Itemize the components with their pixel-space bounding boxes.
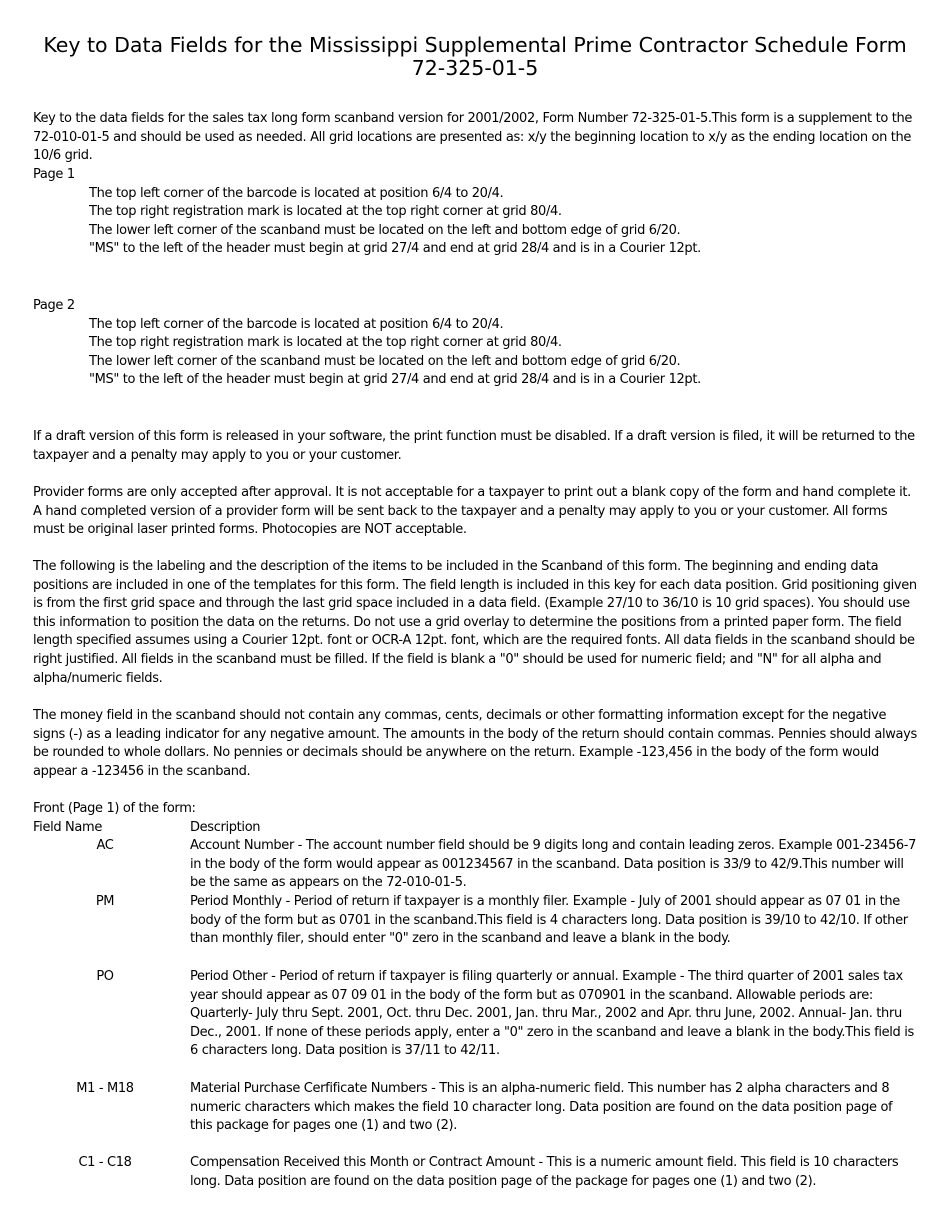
field-description: Period Other - Period of return if taxpayer is filing quarterly or annual. Example - The third quarter of 2001 sales tax year should appear as 07 09 01 in the body of the form but as 070901 in the scanband. Allowable periods are: Quarterly- July thru Sept. 2001, Oct. thru Dec. 2001, Jan. thru Mar., 2002 and Apr. thru June, 2002. Annual- Jan. thru Dec., 2001. If none of these periods apply, enter a "0" zero in the scanband and leave a blank in the body.This field is 6 characters long. Data position is 37/11 to 42/11. bbox=[190, 969, 914, 1059]
field-code: AC bbox=[96, 838, 114, 853]
page1-label: Page 1 bbox=[33, 167, 75, 182]
page1-line: The top right registration mark is located at the top right corner at grid 80/4. bbox=[89, 204, 562, 220]
page2-line: The top left corner of the barcode is located at position 6/4 to 20/4. bbox=[89, 316, 504, 332]
field-code: PO bbox=[96, 969, 114, 984]
field-code: PM bbox=[95, 894, 115, 909]
page2-line: The top right registration mark is located at the top right corner at grid 80/4. bbox=[89, 335, 562, 351]
field-description: Compensation Received this Month or Contract Amount - This is a numeric amount field. This field is 10 characters long. Data position are found on the data position page of the package for pages one (1) and two (2). bbox=[190, 1155, 899, 1189]
field-description: Material Purchase Cerfificate Numbers - This is an alpha-numeric field. This number has 2 alpha characters and 8 numeric characters which makes the field 10 character long. Data position are found on the data position page of this package for pages one (1) and two (2). bbox=[190, 1081, 893, 1134]
page2-line: The lower left corner of the scanband must be located on the left and bottom edge of grid 6/20. bbox=[89, 353, 681, 369]
page1-line: The lower left corner of the scanband must be located on the left and bottom edge of grid 6/20. bbox=[89, 222, 681, 238]
page1-line: "MS" to the left of the header must begin at grid 27/4 and end at grid 28/4 and is in a Courier 12pt. bbox=[89, 241, 701, 257]
table-header bbox=[33, 819, 917, 838]
field-code: M1 - M18 bbox=[76, 1081, 134, 1096]
draft-paragraph: If a draft version of this form is released in your software, the print function must be disabled. If a draft version is filed, it will be returned to the taxpayer and a penalty may apply to you or your customer. bbox=[33, 429, 915, 463]
money-paragraph: The money field in the scanband should not contain any commas, cents, decimals or other formatting information except for the negative signs (-) as a leading indicator for any negative amount. The amounts in the body of the return should contain commas. Pennies should always be rounded to whole dollars. No pennies or decimals should be anywhere on the return. Example -123,456 in the body of the form would appear a -123456 in the scanband. bbox=[33, 708, 917, 779]
provider-paragraph: Provider forms are only accepted after approval. It is not acceptable for a taxpayer to print out a blank copy of the form and hand complete it. A hand completed version of a provider form will be sent back to the taxpayer and a penalty may apply to you or your customer. All forms must be original laser printed forms. Photocopies are NOT acceptable. bbox=[33, 485, 911, 538]
field-code: C1 - C18 bbox=[78, 1155, 132, 1170]
page-title: Key to Data Fields for the Mississippi Supplemental Prime Contractor Schedule Form 72-325-01-5 bbox=[43, 33, 907, 80]
page2-section bbox=[33, 297, 917, 390]
header-description: Description bbox=[190, 820, 261, 835]
page2-line: "MS" to the left of the header must begin at grid 27/4 and end at grid 28/4 and is in a Courier 12pt. bbox=[89, 372, 701, 388]
page1-line: The top left corner of the barcode is located at position 6/4 to 20/4. bbox=[89, 185, 504, 201]
field-description: Period Monthly - Period of return if taxpayer is a monthly filer. Example - July of 2001 should appear as 07 01 in the body of the form but as 0701 in the scanband.This field is 4 characters long. Data position is 39/10 to 42/10. If other than monthly filer, should enter "0" zero in the scanband and leave a blank in the body. bbox=[190, 894, 908, 947]
front-label: Front (Page 1) of the form: bbox=[33, 801, 196, 816]
page1-section bbox=[33, 166, 917, 259]
intro-paragraph: Key to the data fields for the sales tax long form scanband version for 2001/2002, Form Number 72-325-01-5.This form is a supplement to the 72-010-01-5 and should be used as needed. All grid locations are presented as: x/y the beginning location to x/y as the ending location on the 10/6 grid. bbox=[33, 111, 912, 164]
field-description: Account Number - The account number field should be 9 digits long and contain leading zeros. Example 001-23456-7 in the body of the form would appear as 001234567 in the scanband. Data position is 33/9 to 42/9.This number will be the same as appears on the 72-010-01-5. bbox=[190, 838, 917, 891]
labeling-paragraph: The following is the labeling and the description of the items to be included in the Scanband of this form. The beginning and ending data positions are included in one of the templates for this form. The field length is included in this key for each data position. Grid positioning given is from the first grid space and through the last grid space included in a data field. (Example 27/10 to 36/10 is 10 grid spaces). You should use this information to position the data on the returns. Do not use a grid overlay to determine the positions from a printed paper form. The field length specified assumes using a Courier 12pt. font or OCR-A 12pt. font, which are the required fonts. All data fields in the scanband should be right justified. All fields in the scanband must be filled. If the field is blank a "0" should be used for numeric field; and "N" for all alpha and alpha/numeric fields. bbox=[33, 559, 917, 686]
page2-label: Page 2 bbox=[33, 298, 75, 313]
header-field-name: Field Name bbox=[33, 820, 102, 835]
